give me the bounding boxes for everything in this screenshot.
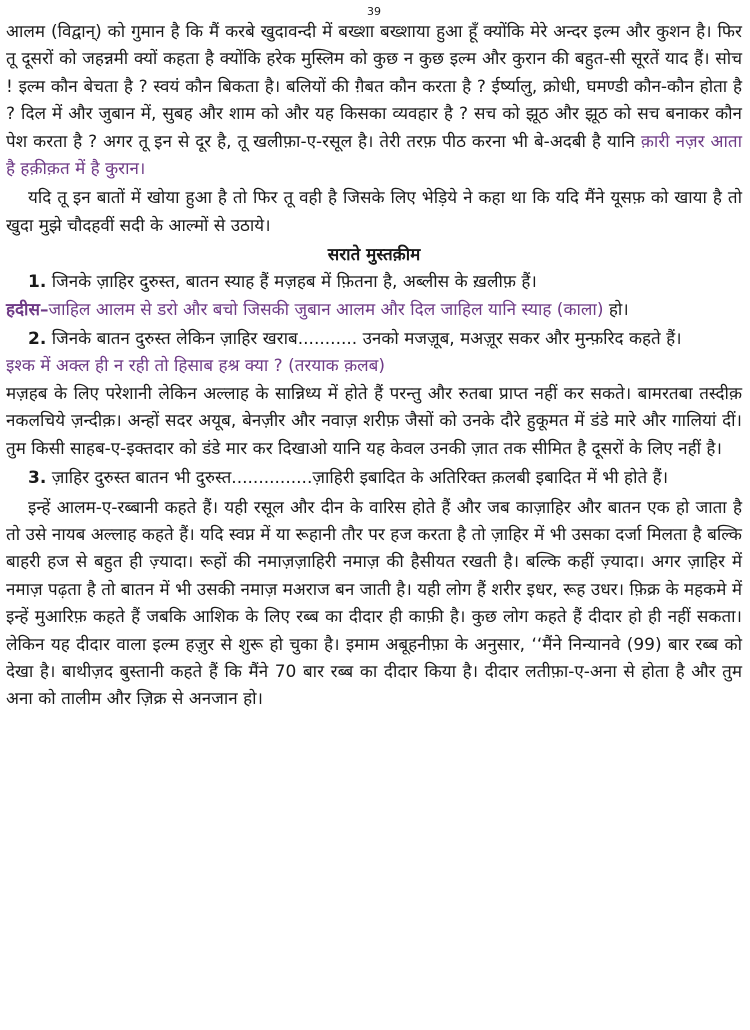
paragraph-alam-text: आलम (विद्वान्) को गुमान है कि मैं करबे खुदावन्दी में बख्शा बख्शाया हुआ हूँ क्योंकि मेरे अन्दर इल्म और कुशन है। फिर तू दूसरों को जहन्नमी क्यों कहता है क्योंकि हरेक मुस्लिम को कुछ न कुछ इल्म और कुरान की बहुत-सी सूरतें याद हैं। सोच ! इल्म कौन बेचता है ? स्वयं कौन बिकता है। बलियों की ग़ैबत कौन करता है ? ईर्ष्यालु, क्रोधी, घमण्डी कौन-कौन होता है ? दिल में और जुबान में, सुबह और शाम को और यह किसका व्यवहार है ? सच को झूठ और झूठ को सच बनाकर कौन पेश करता है ? अगर तू इन से दूर है, तू खलीफ़ा-ए-रसूल है। तेरी तरफ़ पीठ करना भी बे-अदबी है यानि xyxy=(6,22,742,152)
list-item-1 xyxy=(6,269,742,296)
paragraph-alam xyxy=(6,19,742,183)
list-item-2-text: जिनके बातन दुरुस्त लेकिन ज़ाहिर खराब........... उनको मजज़ूब, मअज़ूर सकर और मुन्फ़रिद कहते हैं। xyxy=(51,329,682,350)
hadis-text: जाहिल आलम से डरो और बचो जिसकी जुबान आलम और दिल जाहिल यानि स्याह (काला) xyxy=(48,299,604,320)
paragraph-rabbani: इन्हें आलम-ए-रब्बानी कहते हैं। यही रसूल और दीन के वारिस होते हैं और जब काज़ाहिर और बातन एक हो जाता है तो उसे नायब अल्लाह कहते हैं। यदि स्वप्न में या रूहानी तौर पर हज करता है तो ज़ाहिर में भी उसका दर्जा मिलता है बल्कि बाहरी हज से बहुत ही ज़्यादा। रूहों की नमाज़ज़ाहिरी नमाज़ की हैसीयत रखती है। बल्कि कहीं ज़्यादा। अगर ज़ाहिर में नमाज़ पढ़ता है तो बातन में भी उसकी नमाज़ मअराज बन जाती है। यही लोग हैं शरीर इधर, रूह उधर। फ़िक्र के महकमे में इन्हें मुआरिफ़ कहते हैं जबकि आशिक के लिए रब्ब का दीदार ही काफ़ी है। कुछ लोग कहते हैं दीदार हो ही नहीं सकता। लेकिन यह दीदार वाला इल्म हज़ुर से शुरू हो चुका है। इमाम अबूहनीफ़ा के अनुसार, ‘‘मैंने निन्यानवे (99) बार रब्ब को देखा है। बाथीज़द बुस्तानी कहते हैं कि मैंने 70 बार रब्ब का दीदार किया है। दीदार लतीफ़ा-ए-अना से होता है और तुम अना को तालीम और ज़िक्र से अनजान हो। xyxy=(6,497,742,710)
list-item-2-number: 2. xyxy=(28,329,47,350)
list-item-2 xyxy=(6,326,742,353)
list-item-1-number: 1. xyxy=(28,272,47,293)
list-item-1-text: जिनके ज़ाहिर दुरुस्त, बातन स्याह हैं मज़हब में फ़ितना है, अब्लीस के ख़लीफ़ हैं। xyxy=(51,272,537,293)
ishq-line: इश्क में अक्ल ही न रही तो हिसाब हश्र क्या ? (तरयाक क़लब) xyxy=(6,356,386,377)
list-item-3-number: 3. xyxy=(28,468,47,489)
section-heading: सराते मुस्तक़ीम xyxy=(327,245,421,266)
paragraph-mazhab: मज़हब के लिए परेशानी लेकिन अल्लाह के सान्निध्य में होते हैं परन्तु और रुतबा प्राप्त नहीं कर सकते। बामरतबा तस्दीक़ नकलचिये ज़न्दीक़। अन्हों सदर अयूब, बेनज़ीर और नवाज़ शरीफ़ जैसों को उनके दौरे हुकूमत में डंडे मारे और गालियां दीं। तुम किसी साहब-ए-इक्तदार को डंडे मार कर दिखाओ यानि यह केवल उनकी ज़ात तक सीमित है दूसरों के लिए नहीं है। xyxy=(6,383,742,459)
hadis-label: हदीस– xyxy=(6,299,49,320)
qari-highlight: क़ारी नज़र आता है हक़ीक़त में है कुरान। xyxy=(6,131,742,180)
hadis-tail: हो। xyxy=(608,299,629,320)
page-number: 39 xyxy=(367,5,381,18)
list-item-3-text: ज़ाहिर दुरुस्त बातन भी दुरुस्त...............ज़ाहिरी इबादित के अतिरिक्त क़लबी इबादित में भी होते हैं। xyxy=(51,468,669,489)
hadis-line xyxy=(6,297,742,324)
paragraph-yusuf: यदि तू इन बातों में खोया हुआ है तो फिर तू वही है जिसके लिए भेड़िये ने कहा था कि यदि मैंने यूसफ़ को खाया है तो खुदा मुझे चौदहवीं सदी के आल्मों से उठाये। xyxy=(6,188,742,236)
list-item-3 xyxy=(6,465,742,492)
